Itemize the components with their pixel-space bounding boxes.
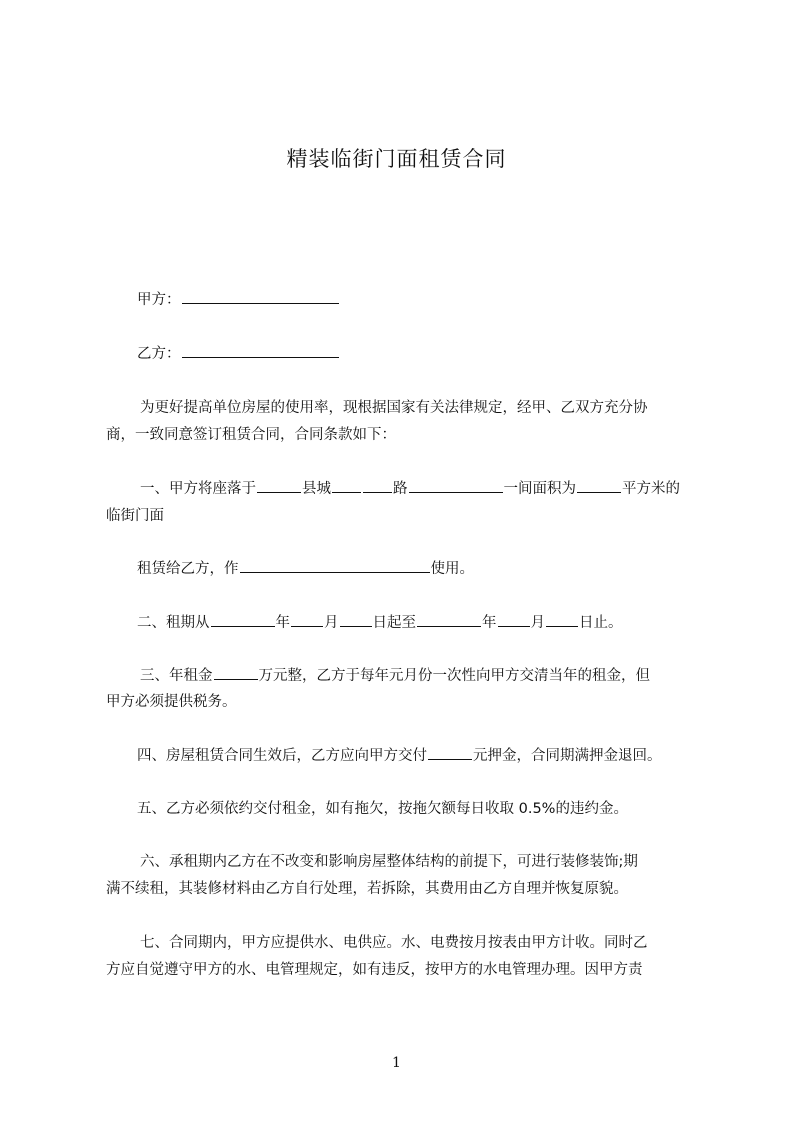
clause-1-text-a: 一、甲方将座落于: [140, 481, 256, 497]
clause-1-line-3: [137, 557, 474, 581]
clause-1-text-d: 一间面积为: [503, 481, 576, 497]
clause-1-line-1: [140, 477, 680, 501]
clause-2-text-e: 年: [482, 615, 497, 631]
party-a-blank[interactable]: [182, 288, 339, 304]
clause-2-text-a: 二、租期从: [137, 615, 210, 631]
clause-2-text-c: 月: [324, 615, 339, 631]
clause-6-line-2: 满不续租，其装修材料由乙方自行处理，若拆除，其费用由乙方自理并恢复原貌。: [106, 881, 628, 897]
party-b-blank[interactable]: [182, 342, 339, 358]
clause-1-line-2: 临街门面: [106, 508, 164, 524]
party-a-label: 甲方：: [137, 292, 181, 308]
clause-2-text-d: 日起至: [372, 615, 416, 631]
start-month-blank[interactable]: [291, 611, 323, 627]
clause-5-line: 五、乙方必须依约交付租金，如有拖欠，按拖欠额每日收取 0.5%的违约金。: [137, 801, 628, 817]
usage-blank[interactable]: [240, 557, 430, 573]
start-year-blank[interactable]: [211, 611, 275, 627]
clause-2-text-b: 年: [275, 615, 290, 631]
clause-1-text-c: 路: [393, 481, 408, 497]
clause-3-line-1: [140, 664, 650, 688]
area-blank[interactable]: [577, 477, 621, 493]
clause-4-text-b: 元押金，合同期满押金退回。: [473, 748, 662, 764]
intro-line-1: 为更好提高单位房屋的使用率，现根据国家有关法律规定，经甲、乙双方充分协: [140, 400, 648, 416]
page-number: 1: [392, 1055, 401, 1071]
intro-line-2: 商，一致同意签订租赁合同，合同条款如下：: [106, 427, 396, 443]
clause-4-text-a: 四、房屋租赁合同生效后，乙方应向甲方交付: [137, 748, 427, 764]
clause-2-text-g: 日止。: [579, 615, 623, 631]
clause-1-text-f: 租赁给乙方，作: [137, 561, 239, 577]
clause-4-line: [137, 744, 662, 768]
location-road-prefix-blank[interactable]: [332, 477, 361, 493]
clause-7-line-2: 方应自觉遵守甲方的水、电管理规定，如有违反，按甲方的水电管理办理。因甲方责: [106, 962, 643, 978]
party-a-line: [137, 288, 340, 312]
clause-3-line-2: 甲方必须提供税务。: [106, 694, 237, 710]
clause-2-text-f: 月: [530, 615, 545, 631]
clause-1-text-b: 县城: [302, 481, 331, 497]
clause-1-text-e: 平方米的: [622, 481, 680, 497]
location-county-blank[interactable]: [257, 477, 301, 493]
clause-1-text-g: 使用。: [430, 561, 474, 577]
end-month-blank[interactable]: [498, 611, 530, 627]
end-day-blank[interactable]: [546, 611, 578, 627]
clause-7-line-1: 七、合同期内，甲方应提供水、电供应。水、电费按月按表由甲方计收。同时乙: [140, 935, 648, 951]
party-b-line: [137, 342, 340, 366]
location-road-blank[interactable]: [363, 477, 392, 493]
party-b-label: 乙方：: [137, 346, 181, 362]
location-detail-blank[interactable]: [409, 477, 503, 493]
clause-3-text-a: 三、年租金: [140, 668, 213, 684]
annual-rent-blank[interactable]: [214, 664, 258, 680]
clause-6-line-1: 六、承租期内乙方在不改变和影响房屋整体结构的前提下，可进行装修装饰;期: [140, 854, 638, 870]
end-year-blank[interactable]: [417, 611, 481, 627]
clause-3-text-b: 万元整，乙方于每年元月份一次性向甲方交清当年的租金，但: [258, 668, 650, 684]
clause-2-line: [137, 611, 623, 635]
start-day-blank[interactable]: [340, 611, 372, 627]
deposit-blank[interactable]: [428, 744, 472, 760]
document-title: 精装临街门面租赁合同: [286, 147, 507, 171]
